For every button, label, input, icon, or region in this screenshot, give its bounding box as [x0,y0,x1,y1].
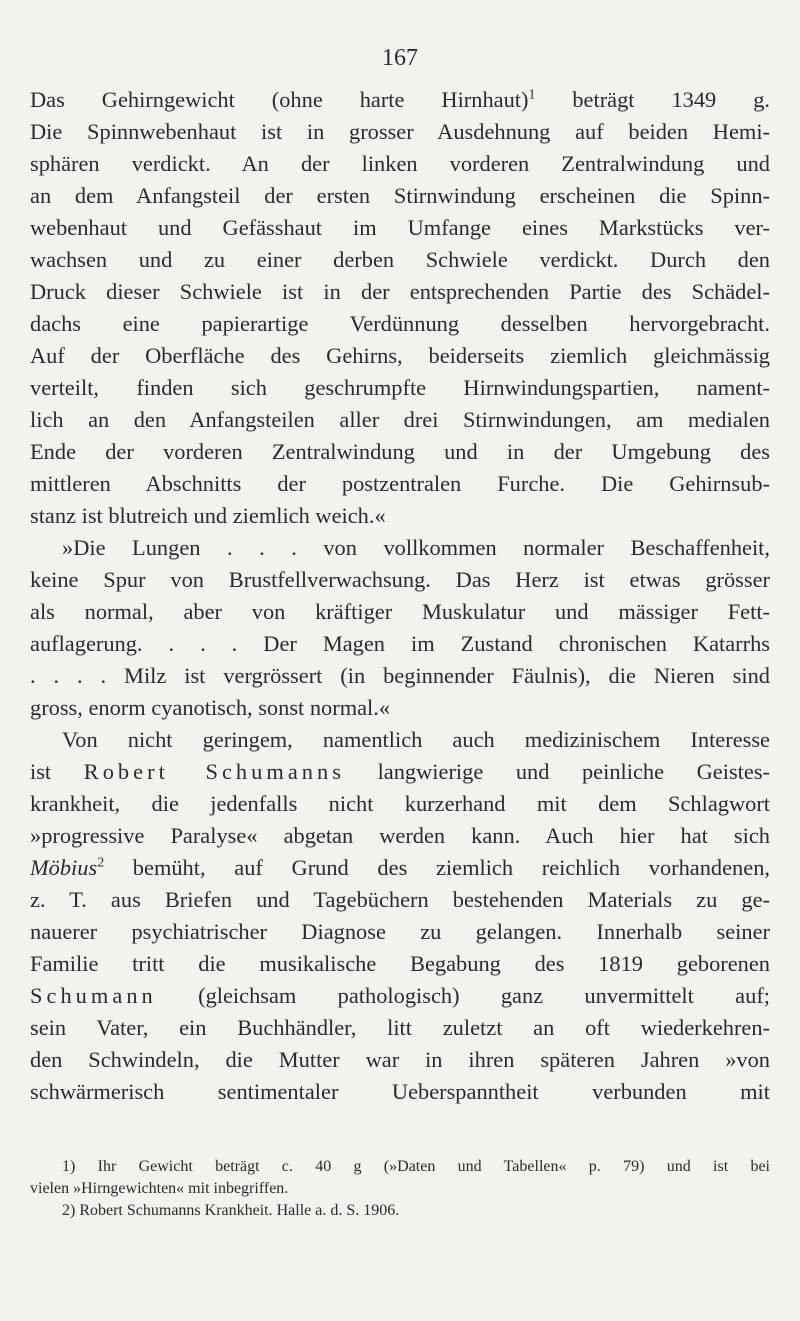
text-line: »progressive Paralyse« abgetan werden kann. Auch hier hat sich [30,823,770,848]
text-line: Auf der Oberfläche des Gehirns, beiderseits ziemlich gleichmässig [30,343,770,368]
text-line-tail: (gleichsam pathologisch) ganz unvermittelt auf; [156,983,770,1008]
text-line-tail: beträgt 1349 g. [535,87,770,112]
text-line: webenhaut und Gefässhaut im Umfange eines Markstücks ver- [30,215,770,240]
main-text [30,84,770,1108]
text-line: keine Spur von Brustfellverwachsung. Das Herz ist etwas grösser [30,567,770,592]
footnote-text: Ihr Gewicht beträgt c. 40 g (»Daten und Tabellen« p. 79) und ist bei [75,1158,770,1175]
footnote-ref: 1 [528,87,536,103]
text-line: mittleren Abschnitts der postzentralen Furche. Die Gehirnsub- [30,471,770,496]
author-name: Möbius [30,855,98,880]
text-line: lich an den Anfangsteilen aller drei Stirnwindungen, am medialen [30,407,770,432]
text-line: Familie tritt die musikalische Begabung des 1819 geborenen [30,951,770,976]
text-line: Ende der vorderen Zentralwindung und in der Umgebung des [30,439,770,464]
text-line-content: ist [30,759,52,784]
text-line [30,756,770,788]
text-line-tail: langwierige und peinliche Geistes- [345,759,770,784]
text-line: schwärmerisch sentimentaler Ueberspanntheit verbunden mit [30,1079,770,1104]
text-line-tail: bemüht, auf Grund des ziemlich reichlich vorhandenen, [104,855,770,880]
text-line: Druck dieser Schwiele ist in der entsprechenden Partie des Schädel- [30,279,770,304]
text-line: sein Vater, ein Buchhändler, litt zuletzt an oft wiederkehren- [30,1015,770,1040]
text-line: auflagerung. . . . Der Magen im Zustand chronischen Katarrhs [30,631,770,656]
text-line: wachsen und zu einer derben Schwiele verdickt. Durch den [30,247,770,272]
text-line-content: die jedenfalls nicht kurzerhand mit dem Schlagwort [151,791,770,816]
text-line [30,788,770,820]
text-line: Von nicht geringem, namentlich auch medizinischem Interesse [62,727,770,752]
footnote-marker: 2) [62,1202,76,1219]
text-line [30,980,770,1012]
text-line: verteilt, finden sich geschrumpfte Hirnwindungspartien, nament- [30,375,770,400]
text-line: »Die Lungen . . . von vollkommen normaler Beschaffenheit, [62,535,770,560]
text-line: den Schwindeln, die Mutter war in ihren späteren Jahren »von [30,1047,770,1072]
text-line: nauerer psychiatrischer Diagnose zu gelangen. Innerhalb seiner [30,919,770,944]
text-line: dachs eine papierartige Verdünnung desselben hervorgebracht. [30,311,770,336]
person-name: Robert Schumanns [83,759,345,784]
footnote-line [30,1156,770,1178]
text-line: sphären verdickt. An der linken vorderen Zentralwindung und [30,151,770,176]
footnote-line [30,1178,770,1200]
footnote-marker: 1) [62,1158,76,1175]
footnote-ref: 2 [97,855,105,871]
text-line: gross, enorm cyanotisch, sonst normal.« [30,695,391,720]
text-line-head: krankheit, [30,791,152,816]
text-line [30,852,770,884]
text-line: . . . . Milz ist vergrössert (in beginnender Fäulnis), die Nieren sind [30,663,770,688]
text-line: z. T. aus Briefen und Tagebüchern bestehenden Materials zu ge- [30,887,770,912]
text-line: Die Spinnwebenhaut ist in grosser Ausdehnung auf beiden Hemi- [30,119,770,144]
text-line-content: Das Gehirngewicht (ohne harte Hirnhaut) [30,87,529,112]
text-line: stanz ist blutreich und ziemlich weich.« [30,503,386,528]
footnote-text: vielen »Hirngewichten« mit inbegriffen. [30,1180,289,1197]
person-name: Schumann [30,983,157,1008]
footnotes [30,1156,770,1222]
page-number: 167 [382,45,418,71]
text-line: als normal, aber von kräftiger Muskulatur und mässiger Fett- [30,599,770,624]
footnote-line [30,1200,770,1222]
text-line: an dem Anfangsteil der ersten Stirnwindung erscheinen die Spinn- [30,183,770,208]
text-line [30,84,770,116]
footnote-text: Robert Schumanns Krankheit. Halle a. d. S. 1906. [75,1202,400,1219]
